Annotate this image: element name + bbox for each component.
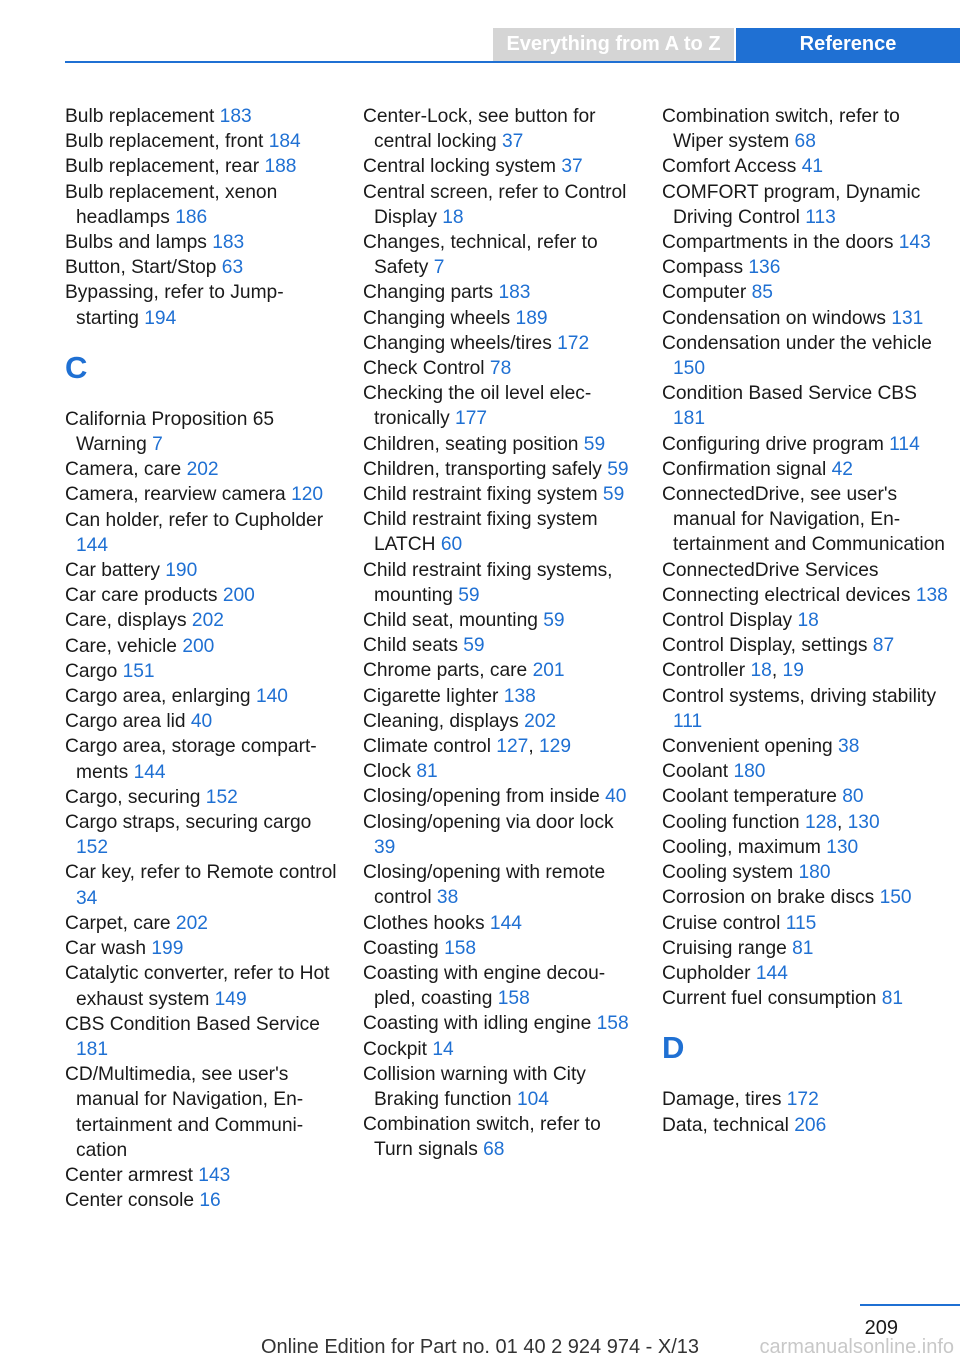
index-term: Chrome parts, care bbox=[363, 660, 533, 682]
page-link[interactable]: 188 bbox=[264, 156, 297, 178]
page-link[interactable]: 143 bbox=[898, 232, 931, 254]
page-link[interactable]: 120 bbox=[291, 484, 324, 506]
index-term: Children, seating position bbox=[363, 433, 584, 455]
index-entry bbox=[363, 709, 638, 734]
index-entry bbox=[363, 936, 638, 961]
index-term: Camera, rearview camera bbox=[65, 484, 292, 506]
index-term: Comfort Access bbox=[662, 156, 802, 178]
index-term: CD/Multimedia, see user's manual for Navigation, Entertainment and Communication bbox=[65, 1064, 304, 1161]
index-entry bbox=[363, 558, 638, 608]
footer-divider bbox=[860, 1304, 960, 1306]
page-link[interactable]: 38 bbox=[838, 736, 860, 758]
footer-edition: Online Edition for Part no. 01 40 2 924 974 - X/13 bbox=[260, 1336, 700, 1358]
page-link[interactable]: 177 bbox=[455, 408, 488, 430]
page-link[interactable]: 152 bbox=[76, 837, 109, 859]
index-term: Confirmation signal bbox=[662, 458, 832, 480]
page-link[interactable]: 85 bbox=[751, 282, 773, 304]
index-entry: Cooling function 128, 130 bbox=[662, 811, 880, 833]
index-entry bbox=[662, 381, 952, 431]
page-link[interactable]: 18 bbox=[442, 206, 464, 228]
page-link[interactable]: 150 bbox=[673, 358, 706, 380]
index-entry bbox=[662, 482, 952, 558]
index-entry bbox=[363, 381, 638, 431]
header-divider bbox=[65, 61, 960, 63]
index-term: Central locking system bbox=[363, 156, 562, 178]
index-entry bbox=[65, 583, 340, 608]
page-link[interactable]: 38 bbox=[436, 887, 459, 909]
index-entry bbox=[65, 1188, 340, 1213]
index-entry bbox=[662, 331, 952, 381]
index-term: Child seat, mounting bbox=[363, 610, 544, 632]
index-term: Bulbs and lamps bbox=[65, 232, 213, 254]
index-term: Children, transporting safely bbox=[363, 458, 608, 480]
index-entry bbox=[363, 280, 638, 305]
page-link[interactable]: 138 bbox=[915, 584, 948, 606]
page-link[interactable]: 199 bbox=[151, 938, 184, 960]
page-link[interactable]: 37 bbox=[561, 156, 583, 178]
page-link[interactable]: 130 bbox=[847, 811, 880, 833]
index-entry bbox=[662, 457, 952, 482]
index-term: Controller bbox=[662, 660, 751, 682]
index-term: Condensation under the vehicle bbox=[662, 332, 932, 354]
index-term: Cargo bbox=[65, 660, 123, 682]
page-link[interactable]: 180 bbox=[798, 862, 831, 884]
index-entry bbox=[65, 129, 340, 154]
page-link[interactable]: 144 bbox=[76, 534, 109, 556]
index-entry bbox=[662, 633, 952, 658]
index-column-3 bbox=[662, 104, 952, 1138]
page-link[interactable]: 131 bbox=[891, 307, 924, 329]
index-term: Cargo area, enlarging bbox=[65, 686, 256, 708]
index-entry bbox=[662, 835, 952, 860]
index-entry bbox=[363, 230, 638, 280]
index-term: Bulb replacement, xenon headlamps bbox=[65, 181, 278, 228]
index-term: Coolant temperature bbox=[662, 786, 843, 808]
index-term: Bulb replacement, rear bbox=[65, 156, 265, 178]
index-term: Bypassing, refer to Jumpstarting bbox=[65, 282, 284, 329]
page-link[interactable]: 129 bbox=[538, 736, 571, 758]
page-link[interactable]: 172 bbox=[786, 1089, 819, 1111]
page-link[interactable]: 59 bbox=[458, 584, 480, 606]
page-link[interactable]: 143 bbox=[198, 1164, 231, 1186]
page-link[interactable]: 186 bbox=[175, 206, 208, 228]
page-link[interactable]: 19 bbox=[782, 660, 804, 682]
index-entry bbox=[65, 457, 340, 482]
index-entry bbox=[65, 961, 340, 1011]
index-entry bbox=[662, 280, 952, 305]
index-entry bbox=[662, 558, 952, 583]
page-link[interactable]: 130 bbox=[826, 836, 859, 858]
index-term: Bulb replacement, front bbox=[65, 131, 269, 153]
index-term: Compass bbox=[662, 257, 749, 279]
index-term: Data, technical bbox=[662, 1114, 795, 1136]
index-entry bbox=[65, 860, 340, 910]
index-entry bbox=[65, 911, 340, 936]
index-term: Bulb replacement bbox=[65, 106, 220, 127]
index-term: Center console bbox=[65, 1190, 200, 1212]
page-link[interactable]: 150 bbox=[879, 887, 912, 909]
index-entry bbox=[65, 104, 340, 129]
index-letter-heading: D bbox=[662, 1030, 685, 1066]
index-entry bbox=[363, 608, 638, 633]
index-term: Configuring drive program bbox=[662, 433, 890, 455]
page-link[interactable]: 183 bbox=[498, 282, 531, 304]
index-entry bbox=[363, 633, 638, 658]
index-term: Child restraint fixing systems, mounting bbox=[363, 559, 613, 606]
page-link[interactable]: 34 bbox=[76, 887, 98, 909]
index-entry bbox=[662, 860, 952, 885]
page-link[interactable]: 114 bbox=[889, 433, 920, 455]
index-entry bbox=[662, 936, 952, 961]
index-term: Child restraint fixing system LATCH bbox=[363, 509, 598, 556]
page-link[interactable]: 59 bbox=[602, 484, 625, 506]
index-entry bbox=[662, 104, 952, 154]
index-term: Child restraint fixing system bbox=[363, 484, 603, 506]
page-link[interactable]: 63 bbox=[221, 257, 244, 279]
index-term: Compartments in the doors bbox=[662, 232, 899, 254]
index-term: Care, displays bbox=[65, 610, 192, 632]
index-entry bbox=[363, 507, 638, 557]
index-term: Convenient opening bbox=[662, 736, 839, 758]
page-link[interactable]: 202 bbox=[524, 710, 557, 732]
page-link[interactable]: 37 bbox=[501, 131, 524, 153]
index-entry bbox=[363, 180, 638, 230]
page-link[interactable]: 184 bbox=[268, 131, 301, 153]
index-term: Coasting with idling engine bbox=[363, 1013, 597, 1035]
page-link[interactable]: 42 bbox=[831, 458, 853, 480]
index-term: Check Control bbox=[363, 358, 490, 380]
index-entry bbox=[662, 306, 952, 331]
page-link[interactable]: 59 bbox=[463, 635, 485, 657]
page-link[interactable]: 206 bbox=[794, 1114, 827, 1136]
index-entry bbox=[65, 734, 340, 784]
page-link[interactable]: 144 bbox=[133, 761, 166, 783]
index-entry bbox=[65, 785, 340, 810]
page-link[interactable]: 144 bbox=[489, 912, 522, 934]
page-link[interactable]: 104 bbox=[516, 1088, 549, 1110]
index-entry bbox=[662, 154, 952, 179]
index-term: Car battery bbox=[65, 560, 166, 582]
index-entry bbox=[65, 154, 340, 179]
index-term: Carpet, care bbox=[65, 912, 176, 934]
page-link[interactable]: 152 bbox=[205, 786, 238, 808]
index-entry bbox=[363, 331, 638, 356]
index-term: Changing parts bbox=[363, 282, 499, 304]
page-link[interactable]: 81 bbox=[881, 988, 904, 1010]
page-link[interactable]: 81 bbox=[416, 761, 438, 783]
index-entry bbox=[363, 810, 638, 860]
page-link[interactable]: 59 bbox=[583, 433, 606, 455]
page-link[interactable]: 113 bbox=[805, 206, 836, 228]
index-term: California Proposition 65 Warning bbox=[65, 408, 275, 456]
index-entry: Climate control 127, 129 bbox=[363, 736, 571, 758]
index-column-2 bbox=[363, 104, 638, 1163]
index-entry bbox=[65, 1163, 340, 1188]
index-entry bbox=[662, 1113, 952, 1138]
page-link[interactable]: 149 bbox=[214, 988, 247, 1010]
index-entry bbox=[363, 961, 638, 1011]
index-entry bbox=[363, 658, 638, 683]
page-link[interactable]: 194 bbox=[144, 307, 177, 329]
page-link[interactable]: 81 bbox=[792, 937, 814, 959]
index-letter-heading: C bbox=[65, 349, 88, 385]
index-term: Cigarette lighter bbox=[363, 685, 504, 707]
index-term: Catalytic converter, refer to Hot exhaust system bbox=[65, 963, 330, 1010]
page-link[interactable]: 158 bbox=[596, 1013, 629, 1035]
index-entry bbox=[363, 684, 638, 709]
index-term: Closing/opening with remote control bbox=[363, 862, 606, 909]
index-entry bbox=[363, 860, 638, 910]
page-link[interactable]: 68 bbox=[794, 131, 816, 153]
index-term: ConnectedDrive, see user's manual for Navigation, Entertainment and Communication bbox=[662, 484, 945, 556]
index-entry bbox=[662, 230, 952, 255]
page-link[interactable]: 202 bbox=[186, 459, 219, 481]
index-term: Cruising range bbox=[662, 937, 793, 959]
page-link[interactable]: 189 bbox=[515, 307, 548, 329]
index-entry bbox=[662, 734, 952, 759]
page-link[interactable]: 18 bbox=[750, 660, 772, 682]
index-entry bbox=[662, 684, 952, 734]
index-term: COMFORT program, Dynamic Driving Control bbox=[662, 181, 921, 228]
index-term: Changing wheels bbox=[363, 307, 516, 329]
page-link[interactable]: 14 bbox=[432, 1038, 454, 1060]
index-term: Care, vehicle bbox=[65, 635, 183, 657]
page-link[interactable]: 183 bbox=[212, 232, 245, 254]
index-entry bbox=[662, 784, 952, 809]
index-term: Closing/opening via door lock bbox=[363, 811, 614, 833]
page-link[interactable]: 181 bbox=[76, 1038, 109, 1060]
index-entry bbox=[662, 432, 952, 457]
index-term: Clock bbox=[363, 761, 417, 783]
index-term: Corrosion on brake discs bbox=[662, 887, 880, 909]
index-term: Cruise control bbox=[662, 912, 786, 934]
index-entry bbox=[363, 1037, 638, 1062]
index-entry bbox=[65, 230, 340, 255]
index-term: Collision warning with City Braking function bbox=[363, 1063, 586, 1110]
index-term: Cupholder bbox=[662, 962, 756, 984]
page-link[interactable]: 59 bbox=[543, 610, 565, 632]
index-entry bbox=[363, 1062, 638, 1112]
index-entry bbox=[662, 911, 952, 936]
index-entry bbox=[363, 1112, 638, 1162]
page-link[interactable]: 128 bbox=[804, 811, 837, 833]
page-link[interactable]: 200 bbox=[222, 585, 255, 607]
index-term: Child seats bbox=[363, 635, 464, 657]
page-link[interactable]: 40 bbox=[190, 711, 213, 733]
page-link[interactable]: 7 bbox=[152, 434, 163, 456]
header-section-tab: Everything from A to Z bbox=[493, 28, 734, 61]
index-entry bbox=[662, 255, 952, 280]
index-term: Damage, tires bbox=[662, 1089, 787, 1111]
index-term: Can holder, refer to Cupholder bbox=[65, 509, 324, 531]
page-link[interactable]: 181 bbox=[673, 408, 706, 430]
index-term: Changes, technical, refer to Safety bbox=[363, 232, 598, 279]
index-term: Condition Based Service CBS bbox=[662, 383, 917, 405]
page-link[interactable]: 202 bbox=[191, 610, 224, 632]
index-term: Cooling, maximum bbox=[662, 836, 827, 858]
index-entry bbox=[363, 104, 638, 154]
index-term: Clothes hooks bbox=[363, 912, 490, 934]
page-link[interactable]: 127 bbox=[496, 736, 529, 758]
index-term: Cargo straps, securing cargo bbox=[65, 812, 312, 834]
index-column-1 bbox=[65, 104, 340, 1213]
index-entry bbox=[65, 1062, 340, 1163]
page-link[interactable]: 201 bbox=[532, 660, 565, 682]
index-entry bbox=[662, 961, 952, 986]
page-link[interactable]: 68 bbox=[483, 1139, 505, 1161]
index-term: Control systems, driving stability bbox=[662, 685, 937, 707]
index-entry bbox=[363, 759, 638, 784]
page-link[interactable]: 87 bbox=[872, 635, 895, 657]
index-term: ConnectedDrive Services bbox=[662, 559, 879, 581]
index-term: Car wash bbox=[65, 938, 152, 960]
index-term: Combination switch, refer to Turn signals bbox=[363, 1114, 601, 1161]
index-entry bbox=[65, 634, 340, 659]
index-term: Coasting bbox=[363, 937, 445, 959]
index-entry bbox=[363, 356, 638, 381]
page-link[interactable]: 111 bbox=[673, 710, 703, 732]
page-link[interactable]: 151 bbox=[122, 660, 155, 682]
index-entry bbox=[65, 608, 340, 633]
index-entry bbox=[363, 1011, 638, 1036]
page-link[interactable]: 138 bbox=[503, 685, 536, 707]
page-link[interactable]: 140 bbox=[255, 686, 288, 708]
index-entry bbox=[65, 280, 340, 330]
page-number: 209 bbox=[864, 1317, 898, 1339]
index-term: Cleaning, displays bbox=[363, 710, 525, 732]
index-entry bbox=[65, 1012, 340, 1062]
index-term: Car key, refer to Remote control bbox=[65, 862, 337, 884]
index-term: Closing/opening from inside bbox=[363, 786, 606, 808]
page-link[interactable]: 7 bbox=[433, 257, 445, 279]
page-link[interactable]: 144 bbox=[755, 962, 788, 984]
index-entry: Controller 18, 19 bbox=[662, 660, 804, 682]
index-entry bbox=[65, 659, 340, 684]
index-entry bbox=[363, 482, 638, 507]
index-term: CBS Condition Based Service bbox=[65, 1013, 320, 1035]
index-term: Current fuel consumption bbox=[662, 988, 882, 1010]
page-link[interactable]: 18 bbox=[797, 610, 819, 632]
page-link[interactable]: 180 bbox=[733, 761, 766, 783]
index-term: Cooling function bbox=[662, 811, 805, 833]
page-link[interactable]: 172 bbox=[557, 332, 590, 354]
page-link[interactable]: 136 bbox=[748, 257, 781, 279]
page-link[interactable]: 59 bbox=[607, 458, 629, 480]
page-link[interactable]: 60 bbox=[440, 534, 463, 556]
index-entry bbox=[662, 180, 952, 230]
index-term: Combination switch, refer to Wiper system bbox=[662, 106, 900, 153]
index-term: Changing wheels/tires bbox=[363, 332, 558, 354]
index-term: Checking the oil level electronically bbox=[363, 383, 592, 430]
page-link[interactable]: 16 bbox=[199, 1190, 221, 1212]
index-entry bbox=[662, 759, 952, 784]
page-link[interactable]: 158 bbox=[497, 988, 530, 1010]
index-term: Button, Start/Stop bbox=[65, 257, 222, 279]
index-term: Computer bbox=[662, 282, 752, 304]
index-term: Cargo, securing bbox=[65, 786, 206, 808]
index-entry bbox=[65, 255, 340, 280]
index-term: Cargo area, storage compartments bbox=[65, 736, 317, 783]
index-entry bbox=[662, 608, 952, 633]
page-link[interactable]: 200 bbox=[182, 635, 215, 657]
index-term: Coasting with engine decoupled, coasting bbox=[363, 962, 606, 1010]
index-term: Center armrest bbox=[65, 1164, 199, 1186]
index-entry bbox=[65, 709, 340, 734]
page-link[interactable]: 41 bbox=[801, 156, 824, 178]
index-entry bbox=[662, 885, 952, 910]
index-entry bbox=[363, 911, 638, 936]
index-entry bbox=[363, 457, 638, 482]
page-link[interactable]: 80 bbox=[842, 786, 864, 808]
index-entry bbox=[65, 810, 340, 860]
index-entry bbox=[363, 154, 638, 179]
page-link[interactable]: 39 bbox=[374, 836, 396, 858]
page-link[interactable]: 183 bbox=[219, 106, 252, 127]
page-link[interactable]: 158 bbox=[444, 937, 477, 959]
index-term: Cockpit bbox=[363, 1038, 433, 1060]
index-term: Condensation on windows bbox=[662, 307, 892, 329]
index-term: Cargo area lid bbox=[65, 711, 191, 733]
page-link[interactable]: 202 bbox=[175, 912, 208, 934]
index-term: Control Display bbox=[662, 610, 798, 632]
page-link[interactable]: 115 bbox=[785, 912, 817, 934]
index-term: Car care products bbox=[65, 585, 223, 607]
page-link[interactable]: 40 bbox=[605, 786, 627, 808]
page-link[interactable]: 190 bbox=[165, 560, 198, 582]
index-entry bbox=[65, 936, 340, 961]
index-entry bbox=[662, 583, 952, 608]
index-entry bbox=[363, 306, 638, 331]
index-entry bbox=[65, 180, 340, 230]
index-entry bbox=[363, 784, 638, 809]
index-entry bbox=[662, 986, 952, 1011]
index-term: Coolant bbox=[662, 761, 734, 783]
watermark: carmanualsonline.info bbox=[759, 1336, 954, 1358]
index-term: Cooling system bbox=[662, 862, 799, 884]
index-term: Climate control bbox=[363, 736, 497, 758]
index-entry bbox=[363, 432, 638, 457]
index-term: Central screen, refer to Control Display bbox=[363, 181, 627, 228]
index-entry bbox=[65, 508, 340, 558]
index-term: Camera, care bbox=[65, 459, 187, 481]
index-entry bbox=[65, 558, 340, 583]
index-entry bbox=[65, 684, 340, 709]
index-term: Center-Lock, see button for central locking bbox=[363, 106, 596, 153]
index-entry bbox=[65, 407, 340, 457]
page-link[interactable]: 78 bbox=[489, 358, 512, 380]
index-entry bbox=[662, 1087, 952, 1112]
index-term: Control Display, settings bbox=[662, 635, 873, 657]
header-chapter-tab: Reference bbox=[736, 28, 960, 61]
index-term: Connecting electrical devices bbox=[662, 584, 916, 606]
index-entry bbox=[65, 482, 340, 507]
